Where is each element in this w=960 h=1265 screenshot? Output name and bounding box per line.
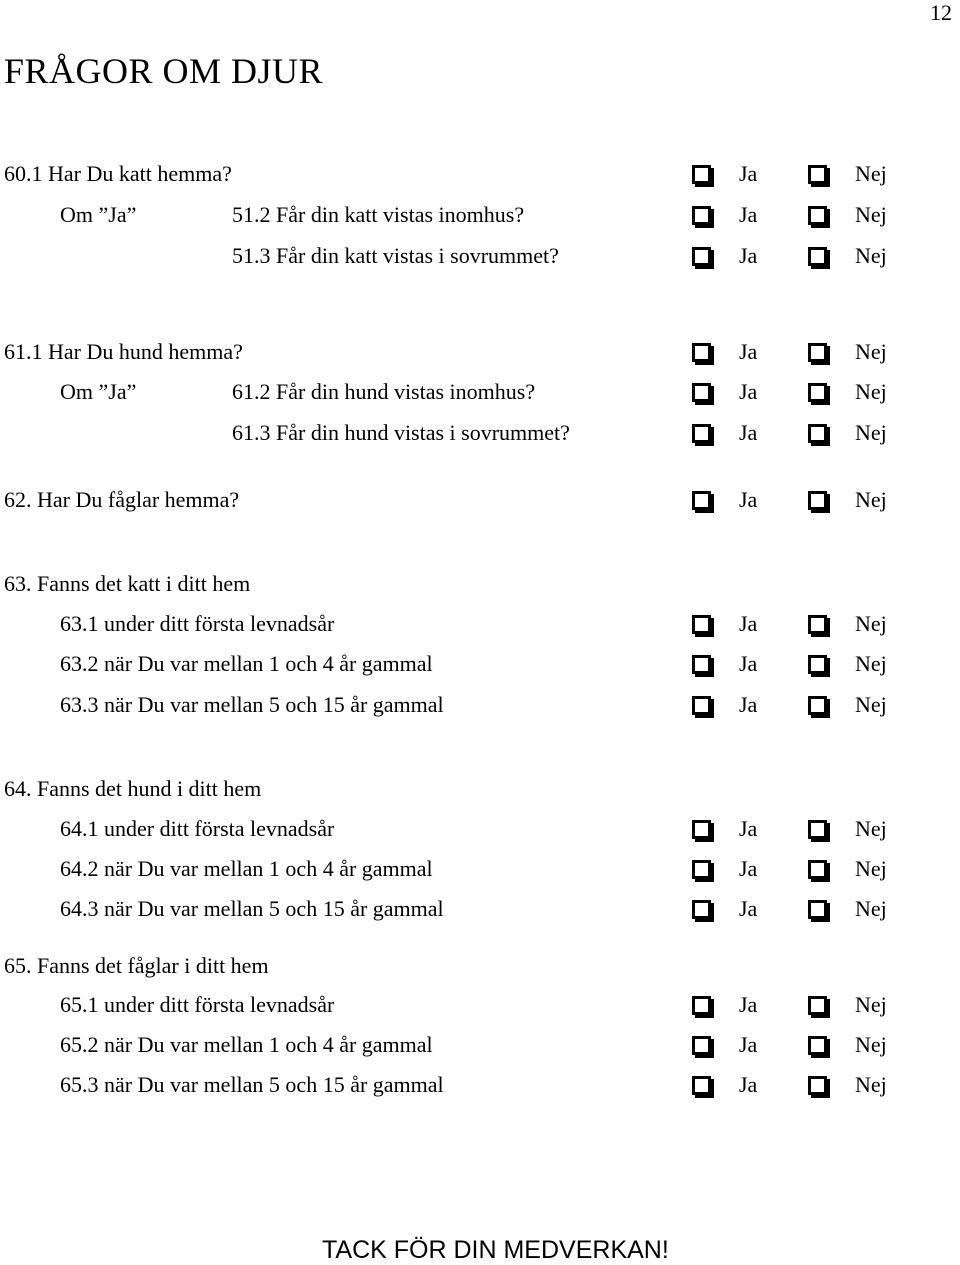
checkbox-icon[interactable] (692, 343, 711, 362)
ja-option-q63-1[interactable] (692, 611, 757, 637)
ja-label: Ja (739, 420, 758, 445)
nej-label: Nej (855, 243, 887, 268)
checkbox-icon[interactable] (808, 615, 827, 634)
checkbox-icon[interactable] (808, 247, 827, 266)
checkbox-icon[interactable] (808, 206, 827, 225)
checkbox-icon[interactable] (808, 696, 827, 715)
checkbox-icon[interactable] (692, 860, 711, 879)
nej-option-q62[interactable] (808, 487, 887, 513)
checkbox-icon[interactable] (808, 491, 827, 510)
nej-label: Nej (855, 816, 887, 841)
question-q64-1: 64.1 under ditt första levnadsår (60, 816, 335, 841)
checkbox-icon[interactable] (692, 1036, 711, 1055)
checkbox-icon[interactable] (692, 165, 711, 184)
nej-label: Nej (855, 896, 887, 921)
ja-label: Ja (739, 379, 758, 404)
checkbox-icon[interactable] (808, 1036, 827, 1055)
nej-option-q64-2[interactable] (808, 856, 887, 882)
nej-option-q60-1[interactable] (808, 161, 887, 187)
nej-label: Nej (855, 420, 887, 445)
question-q61-3: 61.3 Får din hund vistas i sovrummet? (232, 420, 570, 445)
checkbox-icon[interactable] (692, 615, 711, 634)
ja-option-q60-1[interactable] (692, 161, 757, 187)
ja-option-q65-3[interactable] (692, 1072, 757, 1098)
nej-label: Nej (855, 856, 887, 881)
checkbox-icon[interactable] (692, 1076, 711, 1095)
question-q61-1: 61.1 Har Du hund hemma? (4, 339, 243, 364)
nej-option-q65-1[interactable] (808, 992, 887, 1018)
ja-label: Ja (739, 896, 758, 921)
nej-option-q63-1[interactable] (808, 611, 887, 637)
checkbox-icon[interactable] (808, 820, 827, 839)
ja-option-q51-2[interactable] (692, 202, 757, 228)
checkbox-icon[interactable] (692, 247, 711, 266)
nej-option-q51-2[interactable] (808, 202, 887, 228)
ja-option-q64-2[interactable] (692, 856, 757, 882)
nej-label: Nej (855, 1032, 887, 1057)
checkbox-icon[interactable] (692, 491, 711, 510)
checkbox-icon[interactable] (692, 655, 711, 674)
nej-label: Nej (855, 1072, 887, 1097)
question-q63-3: 63.3 när Du var mellan 5 och 15 år gammal (60, 692, 444, 717)
checkbox-icon[interactable] (692, 383, 711, 402)
ja-option-q51-3[interactable] (692, 243, 757, 269)
ja-option-q61-2[interactable] (692, 379, 757, 405)
nej-label: Nej (855, 611, 887, 636)
checkbox-icon[interactable] (692, 820, 711, 839)
checkbox-icon[interactable] (808, 343, 827, 362)
question-q63: 63. Fanns det katt i ditt hem (4, 571, 251, 596)
ja-label: Ja (739, 1072, 758, 1097)
ja-label: Ja (739, 651, 758, 676)
checkbox-icon[interactable] (808, 165, 827, 184)
ja-label: Ja (739, 487, 758, 512)
nej-label: Nej (855, 161, 887, 186)
ja-option-q65-2[interactable] (692, 1032, 757, 1058)
checkbox-icon[interactable] (808, 996, 827, 1015)
ja-label: Ja (739, 816, 758, 841)
checkbox-icon[interactable] (808, 383, 827, 402)
nej-label: Nej (855, 992, 887, 1017)
ja-option-q62[interactable] (692, 487, 757, 513)
ja-label: Ja (739, 856, 758, 881)
question-q65: 65. Fanns det fåglar i ditt hem (4, 953, 269, 978)
ja-label: Ja (739, 339, 758, 364)
nej-label: Nej (855, 379, 887, 404)
question-q51-2: 51.2 Får din katt vistas inomhus? (232, 202, 525, 227)
question-q65-1: 65.1 under ditt första levnadsår (60, 992, 335, 1017)
question-q51-3: 51.3 Får din katt vistas i sovrummet? (232, 243, 559, 268)
nej-option-q64-1[interactable] (808, 816, 887, 842)
ja-label: Ja (739, 243, 758, 268)
question-q63-1: 63.1 under ditt första levnadsår (60, 611, 335, 636)
nej-option-q61-2[interactable] (808, 379, 887, 405)
checkbox-icon[interactable] (808, 655, 827, 674)
checkbox-icon[interactable] (808, 424, 827, 443)
ja-option-q64-3[interactable] (692, 896, 757, 922)
checkbox-icon[interactable] (692, 900, 711, 919)
ja-label: Ja (739, 202, 758, 227)
checkbox-icon[interactable] (808, 1076, 827, 1095)
question-q64-2: 64.2 när Du var mellan 1 och 4 år gammal (60, 856, 433, 881)
ja-label: Ja (739, 1032, 758, 1057)
nej-option-q63-3[interactable] (808, 692, 887, 718)
question-q64-3: 64.3 när Du var mellan 5 och 15 år gammal (60, 896, 444, 921)
nej-label: Nej (855, 339, 887, 364)
ja-option-q61-3[interactable] (692, 420, 757, 446)
question-q60-1: 60.1 Har Du katt hemma? (4, 161, 232, 186)
nej-option-q63-2[interactable] (808, 651, 887, 677)
nej-option-q51-3[interactable] (808, 243, 887, 269)
question-om-ja-cat: Om ”Ja” (60, 202, 137, 227)
page-title: FRÅGOR OM DJUR (4, 51, 324, 91)
ja-option-q64-1[interactable] (692, 816, 757, 842)
question-om-ja-dog: Om ”Ja” (60, 379, 137, 404)
ja-label: Ja (739, 611, 758, 636)
ja-label: Ja (739, 161, 758, 186)
checkbox-icon[interactable] (692, 996, 711, 1015)
nej-option-q65-3[interactable] (808, 1072, 887, 1098)
ja-label: Ja (739, 692, 758, 717)
nej-option-q61-1[interactable] (808, 339, 887, 365)
question-q63-2: 63.2 när Du var mellan 1 och 4 år gammal (60, 651, 433, 676)
ja-option-q63-2[interactable] (692, 651, 757, 677)
nej-option-q64-3[interactable] (808, 896, 887, 922)
nej-option-q65-2[interactable] (808, 1032, 887, 1058)
question-q64: 64. Fanns det hund i ditt hem (4, 776, 262, 801)
nej-label: Nej (855, 651, 887, 676)
ja-option-q61-1[interactable] (692, 339, 757, 365)
nej-label: Nej (855, 202, 887, 227)
nej-option-q61-3[interactable] (808, 420, 887, 446)
checkbox-icon[interactable] (692, 424, 711, 443)
question-q61-2: 61.2 Får din hund vistas inomhus? (232, 379, 536, 404)
thank-you-footer: TACK FÖR DIN MEDVERKAN! (322, 1236, 669, 1264)
ja-label: Ja (739, 992, 758, 1017)
ja-option-q63-3[interactable] (692, 692, 757, 718)
nej-label: Nej (855, 692, 887, 717)
nej-label: Nej (855, 487, 887, 512)
page-number: 12 (930, 0, 952, 25)
question-q65-2: 65.2 när Du var mellan 1 och 4 år gammal (60, 1032, 433, 1057)
checkbox-icon[interactable] (692, 206, 711, 225)
checkbox-icon[interactable] (808, 900, 827, 919)
checkbox-icon[interactable] (808, 860, 827, 879)
checkbox-icon[interactable] (692, 696, 711, 715)
question-q65-3: 65.3 när Du var mellan 5 och 15 år gammal (60, 1072, 444, 1097)
question-q62: 62. Har Du fåglar hemma? (4, 487, 240, 512)
ja-option-q65-1[interactable] (692, 992, 757, 1018)
